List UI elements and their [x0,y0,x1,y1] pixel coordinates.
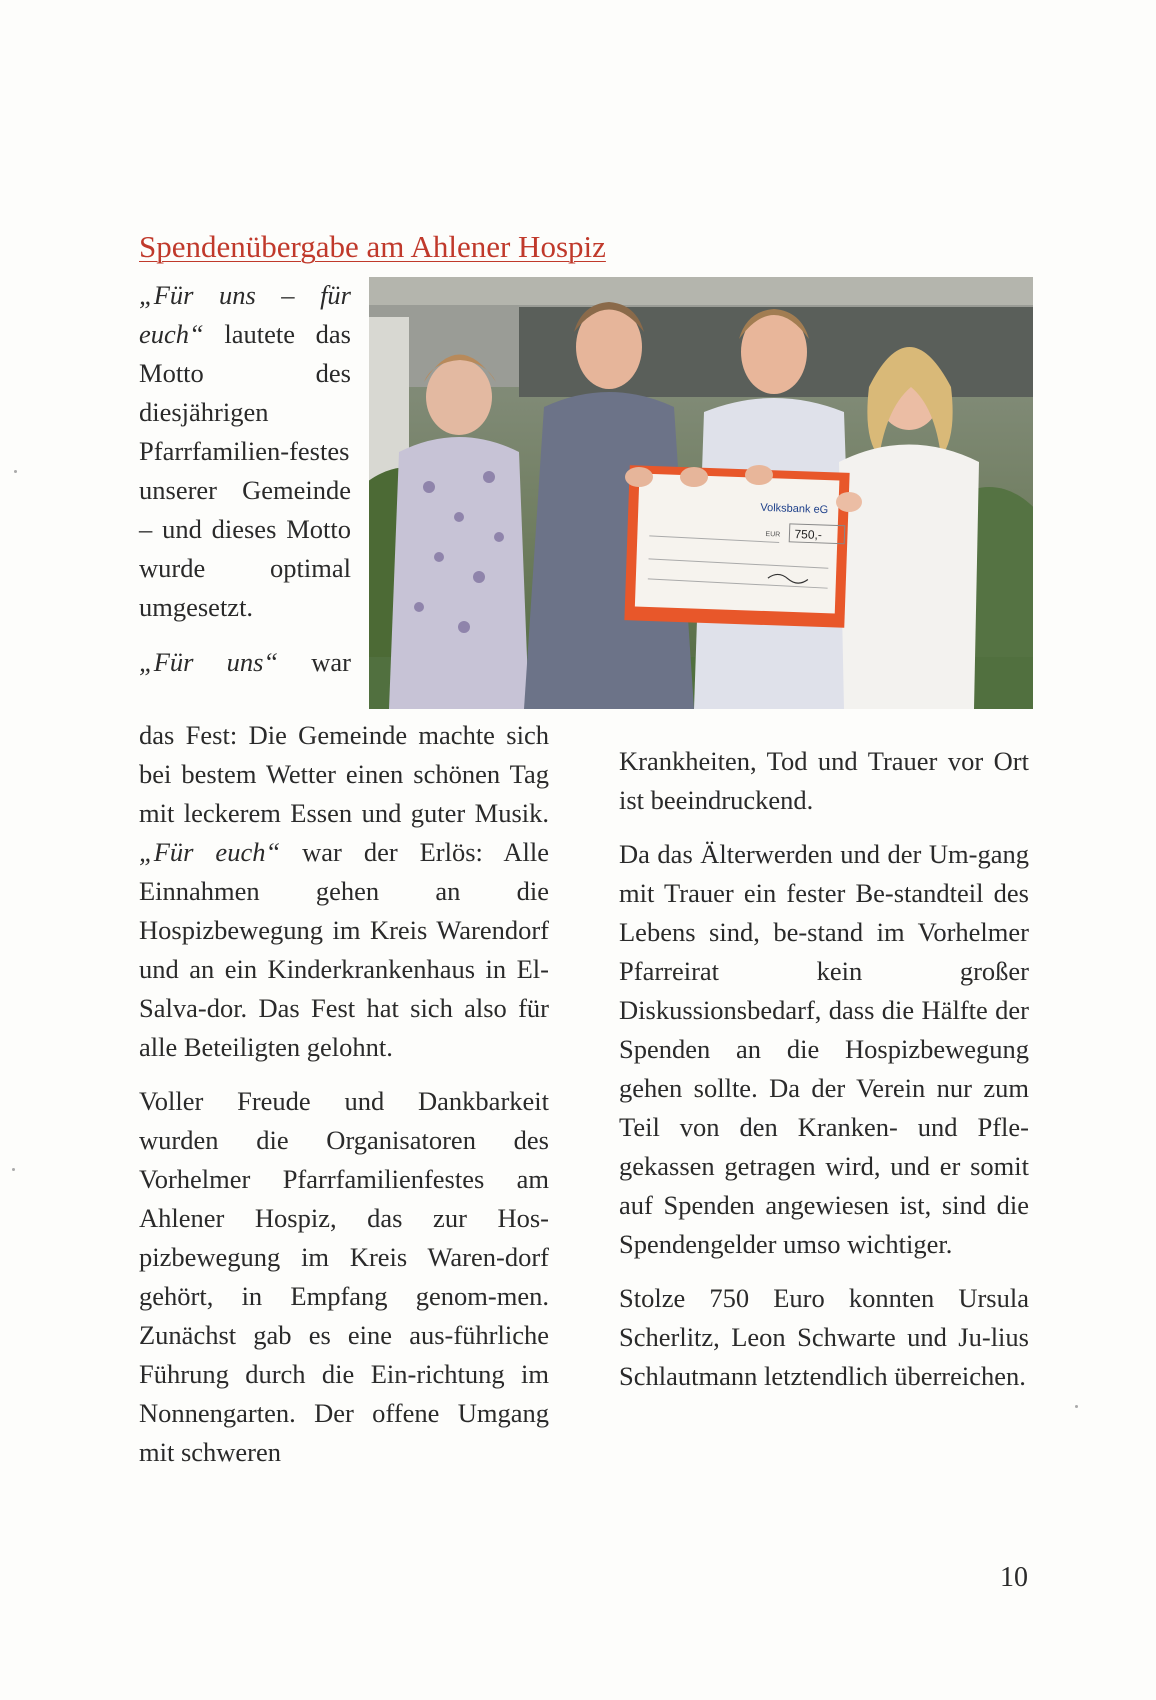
scan-speck [1075,1405,1078,1408]
paragraph-4: Da das Älterwerden und der Um-gang mit Trauer ein fester Be-standteil des Lebens sind, be-stand im Vorhelmer Pfarreirat kein großer Diskussionsbedarf, dass die Hälfte der Spenden an die Hospizbewegung gehen sollte. Da der Verein nur zum Teil von den Kranken- und Pfle-gekassen getragen wird, und er somit auf Spenden angewiesen ist, sind die Spendengelder umso wichtiger. [619,839,1029,1259]
column-left [139,716,549,1487]
paragraph-2 [139,716,549,1067]
quote-fuer-uns: „Für uns“ [139,647,279,677]
paragraph-1 [139,276,351,627]
cheque-amount: 750,- [794,527,823,542]
motto-quote: „Für uns – für euch“ [139,280,351,349]
paragraph-3-continued: Krankheiten, Tod und Trauer vor Ort ist beeindruckend. [619,746,1029,815]
scan-speck [12,1168,15,1171]
page-number: 10 [1000,1562,1028,1593]
paragraph-2-text-b: das Fest: Die Gemeinde machte sich bei bestem Wetter einen schönen Tag mit leckerem Essen und guter Musik. [139,720,549,828]
paragraph-2-text-a: war [278,647,351,677]
donation-cheque [624,465,849,628]
paragraph-2-text-c: war der Erlös: Alle Einnahmen gehen an die Hospizbewegung im Kreis Warendorf und an ein Kinderkrankenhaus in El-Salva-dor. Das Fest hat sich also für alle Beteiligten gelohnt. [139,837,550,1062]
photo-illustration [369,277,1033,709]
paragraph-2-start [139,643,351,682]
bank-name: Volksbank eG [760,501,829,517]
paragraph-5: Stolze 750 Euro konnten Ursula Scherlitz, Leon Schwarte und Ju-lius Schlautmann letztendlich überreichen. [619,1283,1029,1391]
column-right [619,742,1029,1411]
column-left-narrow [139,276,351,682]
paragraph-1-text: lautete das Motto des diesjährigen Pfarrfamilien-festes unserer Gemeinde – und dieses Motto wurde optimal umgesetzt. [139,319,351,622]
article-headline: Spendenübergabe am Ahlener Hospiz [139,229,606,264]
quote-fuer-euch: „Für euch“ [139,837,281,867]
article-photo [369,277,1033,709]
cheque-currency: EUR [765,530,781,539]
paragraph-3: Voller Freude und Dankbarkeit wurden die Organisatoren des Vorhelmer Pfarrfamilienfestes am Ahlener Hospiz, das zur Hos-pizbewegung im Kreis Waren-dorf gehört, in Empfang genom-men. Zunächst gab es eine aus-führliche Führung durch die Ein-richtung im Nonnengarten. Der offene Umgang mit schweren [139,1086,549,1467]
scan-speck [14,470,17,473]
